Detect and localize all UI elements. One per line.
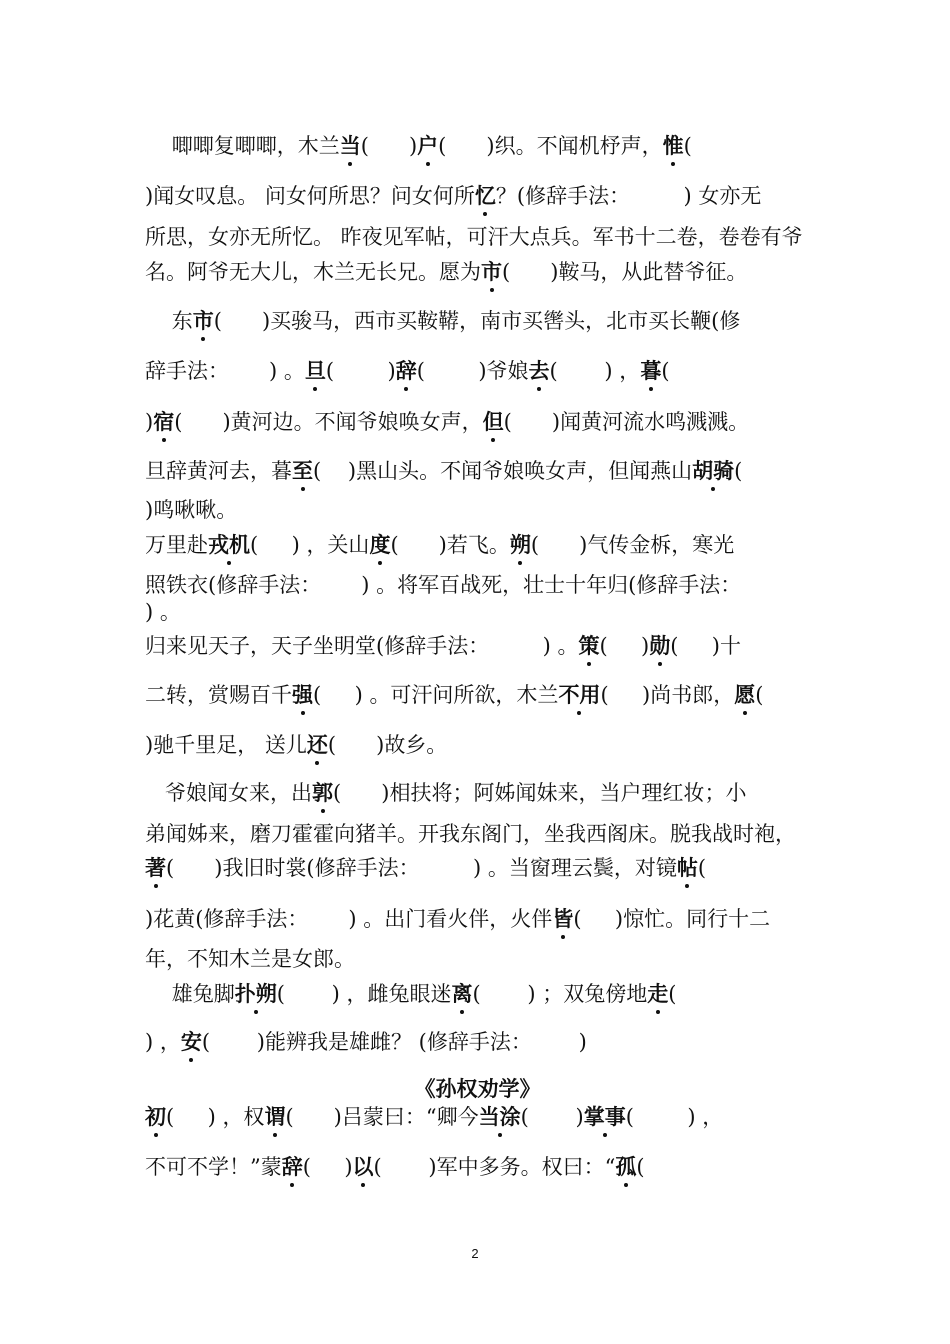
dotted-keyword: 孤	[615, 1150, 636, 1184]
text-segment: (	[668, 982, 677, 1006]
dotted-keyword: 著	[145, 851, 166, 885]
text-segment: ( ) ，权	[166, 1105, 265, 1129]
text-line	[145, 817, 810, 851]
text-segment: ( )织。不闻机杼声，	[438, 134, 663, 158]
text-line	[145, 678, 810, 712]
text-segment: 归来见天子，天子坐明堂(修辞手法： ) 。	[145, 634, 579, 658]
dotted-keyword: 帖	[677, 851, 698, 885]
dotted-keyword: 当	[340, 129, 361, 163]
text-segment: ( ) ，关山	[250, 533, 370, 557]
text-segment: ( )相扶将；阿姊闻妹来，当户理红妆；小	[333, 781, 747, 805]
dotted-keyword: 至	[292, 454, 313, 488]
text-segment: ) ，	[145, 1030, 181, 1054]
text-line	[145, 902, 810, 936]
text-line	[145, 405, 810, 439]
text-segment: ( )	[360, 134, 418, 158]
text-line	[145, 851, 810, 885]
text-line	[145, 629, 810, 663]
text-line	[145, 728, 810, 762]
text-line	[145, 595, 810, 629]
text-segment: ( )若飞。	[390, 533, 510, 557]
dotted-keyword: 还	[307, 728, 328, 762]
dotted-keyword: 宿	[153, 405, 174, 439]
text-segment: 弟闻姊来，磨刀霍霍向猪羊。开我东阁门，坐我西阁床。脱我战时袍，	[145, 822, 796, 846]
text-segment: ( )	[325, 359, 396, 383]
text-segment: ( )闻黄河流水鸣溅溅。	[503, 410, 750, 434]
text-segment: (	[661, 359, 670, 383]
dotted-keyword: 旦	[305, 354, 326, 388]
dotted-keyword: 谓	[264, 1100, 285, 1134]
text-segment: 东	[145, 309, 193, 333]
text-segment: ( )军中多务。权曰：“	[373, 1155, 616, 1179]
text-segment: 万里赴	[145, 533, 208, 557]
text-segment: ( ) ，	[625, 1105, 724, 1129]
text-line	[145, 129, 810, 163]
text-line	[145, 977, 810, 1011]
text-segment: ( )黄河边。不闻爷娘唤女声，	[174, 410, 483, 434]
text-segment: )花黄(修辞手法： ) 。出门看火伴，火伴	[145, 907, 553, 931]
text-segment: 唧唧复唧唧，木兰	[145, 134, 340, 158]
text-segment: (	[636, 1155, 645, 1179]
text-segment: ( )十	[670, 634, 741, 658]
dotted-keyword: 户	[417, 129, 438, 163]
dotted-keyword: 以	[353, 1150, 374, 1184]
dotted-keyword: 当涂	[479, 1100, 521, 1134]
text-line	[145, 179, 810, 213]
text-segment: ( )	[599, 634, 650, 658]
text-segment: ( )能辨我是雄雌？ (修辞手法： )	[201, 1030, 587, 1054]
text-segment: 爷娘闻女来，出	[145, 781, 313, 805]
text-segment: ( )爷娘	[416, 359, 529, 383]
dotted-keyword: 暮	[640, 354, 661, 388]
text-segment: ( )黑山头。不闻爷娘唤女声，但闻燕山	[313, 459, 693, 483]
dotted-keyword: 惟	[663, 129, 684, 163]
text-line	[145, 220, 810, 254]
text-segment: (	[734, 459, 743, 483]
dotted-keyword: 掌事	[584, 1100, 626, 1134]
dotted-keyword: 郭	[312, 776, 333, 810]
text-segment: )驰千里足， 送儿	[145, 733, 307, 757]
text-segment: ( )惊忙。同行十二	[573, 907, 771, 931]
dotted-keyword: 度	[369, 528, 390, 562]
dotted-keyword: 辞	[396, 354, 417, 388]
dotted-keyword: 市	[193, 304, 214, 338]
dotted-keyword: 不用	[558, 678, 600, 712]
text-segment: 名。阿爷无大儿，木兰无长兄。愿为	[145, 260, 481, 284]
dotted-keyword: 初	[145, 1100, 166, 1134]
dotted-keyword: 忆	[475, 179, 496, 213]
dotted-keyword: 扑朔	[235, 977, 277, 1011]
text-segment: 雄兔脚	[145, 982, 235, 1006]
dotted-keyword: 安	[181, 1025, 202, 1059]
dotted-keyword: 愿	[734, 678, 755, 712]
section-title: 《孙权劝学》	[414, 1076, 541, 1101]
dotted-keyword: 离	[452, 977, 473, 1011]
text-segment: ( ) 。可汗问所欲，木兰	[313, 683, 559, 707]
dotted-keyword: 辞	[282, 1150, 303, 1184]
text-line	[145, 493, 810, 527]
text-line	[145, 304, 810, 338]
text-segment: ( )我旧时裳(修辞手法： ) 。当窗理云鬓，对镜	[166, 856, 677, 880]
text-segment: 旦辞黄河去，暮	[145, 459, 292, 483]
text-segment: 照铁衣(修辞手法： ) 。将军百战死，壮士十年归(修辞手法：	[145, 573, 742, 597]
text-segment: ( )故乡。	[327, 733, 448, 757]
text-segment: 辞手法： ) 。	[145, 359, 305, 383]
text-segment: 年，不知木兰是女郎。	[145, 947, 355, 971]
text-line	[145, 1150, 810, 1184]
dotted-keyword: 走	[647, 977, 668, 1011]
text-segment: ( )气传金柝，寒光	[530, 533, 735, 557]
text-segment: (	[697, 856, 707, 880]
text-segment: ( )鞍马，从此替爷征。	[502, 260, 748, 284]
dotted-keyword: 但	[483, 405, 504, 439]
text-line	[145, 454, 810, 488]
text-segment: ( )	[302, 1155, 353, 1179]
text-line	[145, 528, 810, 562]
text-line	[145, 354, 810, 388]
dotted-keyword: 策	[578, 629, 599, 663]
text-segment: ( ) ，	[549, 359, 641, 383]
text-line	[145, 776, 810, 810]
dotted-keyword: 戎机	[208, 528, 250, 562]
dotted-keyword: 胡骑	[692, 454, 734, 488]
text-segment: 二转，赏赐百千	[145, 683, 292, 707]
text-line	[145, 942, 810, 976]
text-segment: ( )尚书郎，	[600, 683, 735, 707]
text-segment: (	[683, 134, 692, 158]
text-segment: )	[145, 410, 154, 434]
text-segment: 不可不学！”蒙	[145, 1155, 282, 1179]
dotted-keyword: 市	[481, 255, 502, 289]
text-segment: ( )吕蒙曰：“卿今	[285, 1105, 479, 1129]
page-number: 2	[471, 1246, 479, 1261]
text-segment: )闻女叹息。 问女何所思？问女何所	[145, 184, 475, 208]
dotted-keyword: 朔	[510, 528, 531, 562]
dotted-keyword: 强	[292, 678, 313, 712]
dotted-keyword: 去	[529, 354, 550, 388]
text-line	[145, 1025, 810, 1059]
dotted-keyword: 勋	[649, 629, 670, 663]
text-segment: ( )买骏马，西市买鞍鞯，南市买辔头，北市买长鞭(修	[213, 309, 741, 333]
text-segment: ( )	[520, 1105, 584, 1129]
text-segment: ( ) ；双兔傍地	[472, 982, 648, 1006]
text-segment: ？(修辞手法： ) 女亦无	[495, 184, 762, 208]
text-segment: 所思，女亦无所忆。 昨夜见军帖，可汗大点兵。军书十二卷，卷卷有爷	[145, 225, 803, 249]
dotted-keyword: 皆	[552, 902, 573, 936]
text-line	[145, 255, 810, 289]
text-segment: (	[755, 683, 764, 707]
text-segment: ( ) ，雌兔眼迷	[276, 982, 452, 1006]
text-segment: ) 。	[145, 600, 181, 624]
text-segment: )鸣啾啾。	[145, 498, 238, 522]
